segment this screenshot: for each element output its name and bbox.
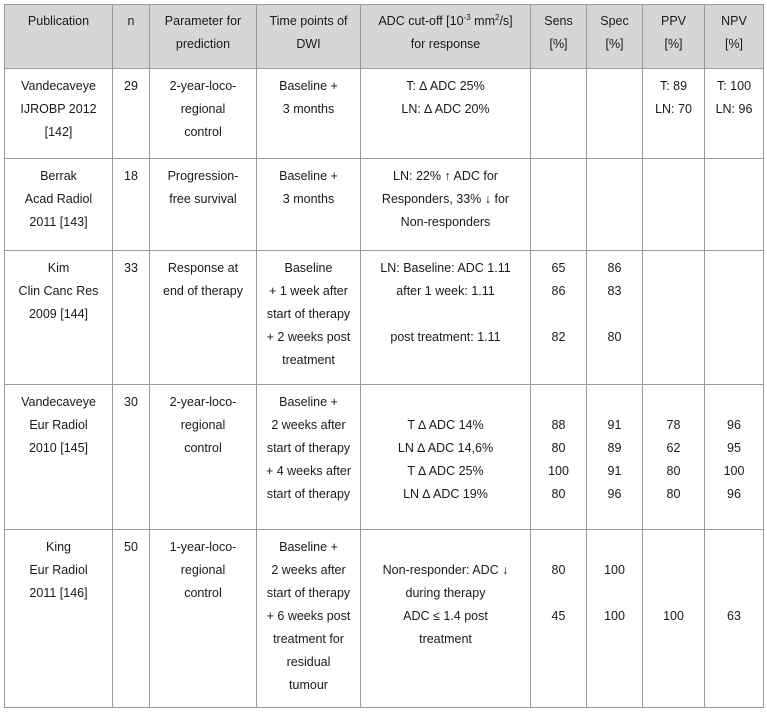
cell-line: start of therapy (266, 441, 351, 455)
cell-line: start of therapy (266, 586, 351, 600)
cell-line (587, 582, 642, 605)
cell-line: IJROBP 2012 (20, 102, 97, 116)
cell-ppv (643, 530, 705, 708)
cell-line: after 1 week: 1.11 (396, 284, 495, 298)
cell-line: LN: ∆ ADC 20% (401, 102, 490, 116)
cell-line: LN: 22% ↑ ADC for (393, 169, 498, 183)
cell-line: Clin Canc Res (18, 284, 99, 298)
cell-parameter (150, 251, 257, 385)
header-sens (531, 5, 587, 69)
cell-line: Progression- (167, 169, 239, 183)
cell-sens (531, 69, 587, 159)
cell-line: 62 (666, 441, 681, 455)
cell-line: Baseline + (279, 540, 338, 554)
cell-line (531, 536, 586, 559)
cell-line: Acad Radiol (24, 192, 93, 206)
cell-npv (705, 530, 764, 708)
cell-line: 78 (666, 418, 681, 432)
cell-line: [%] (724, 37, 744, 51)
cell-line: Eur Radiol (29, 563, 88, 577)
cell-sens (531, 159, 587, 251)
cell-line: T: 100 (716, 79, 752, 93)
header-publication (5, 5, 113, 69)
dwi-studies-table (4, 4, 764, 708)
cell-line (361, 303, 530, 326)
cell-line (361, 391, 530, 414)
cell-timepoints (257, 159, 361, 251)
cell-line: 86 (607, 261, 622, 275)
cell-line: 100 (723, 464, 745, 478)
cell-n (113, 251, 150, 385)
cell-line: end of therapy (163, 284, 243, 298)
cell-line: 100 (548, 464, 569, 478)
cell-line: 80 (666, 487, 681, 501)
cell-line: Non-responder: ADC ↓ (382, 563, 509, 577)
cell-line: 33 (124, 261, 138, 275)
cell-npv (705, 251, 764, 385)
cell-sens (531, 530, 587, 708)
cell-n (113, 385, 150, 530)
cell-line: King (45, 540, 72, 554)
cell-line: T: 89 (659, 79, 688, 93)
cell-publication (5, 385, 113, 530)
cell-line (361, 536, 530, 559)
cell-line: 80 (607, 330, 622, 344)
cell-line: ADC ≤ 1.4 post (403, 609, 488, 623)
cell-line: NPV (721, 14, 747, 28)
cell-line: Baseline + (279, 169, 338, 183)
header-npv (705, 5, 764, 69)
cell-line: LN: Baseline: ADC 1.11 (380, 261, 511, 275)
table-row (5, 385, 764, 530)
cell-publication (5, 530, 113, 708)
header-ppv (643, 5, 705, 69)
cell-line: 100 (663, 609, 684, 623)
cell-line: tumour (289, 678, 328, 692)
cell-line: 65 (551, 261, 566, 275)
cell-line: Eur Radiol (29, 418, 88, 432)
cell-line: 89 (607, 441, 622, 455)
header-timepoints (257, 5, 361, 69)
cell-line: 3 months (282, 192, 335, 206)
cell-spec (587, 251, 643, 385)
cell-line: Kim (47, 261, 70, 275)
cell-line (643, 391, 704, 414)
cell-line: 96 (607, 487, 622, 501)
cell-line: DWI (296, 37, 321, 51)
cell-line: start of therapy (266, 487, 351, 501)
cell-line: 86 (551, 284, 566, 298)
cell-line (643, 582, 704, 605)
cell-adc (361, 385, 531, 530)
cell-line: 95 (727, 441, 741, 455)
cell-npv (705, 69, 764, 159)
cell-spec (587, 530, 643, 708)
cell-line: 2-year-loco- (169, 395, 237, 409)
cell-line: treatment (419, 632, 472, 646)
cell-line: control (184, 586, 222, 600)
cell-parameter (150, 159, 257, 251)
cell-line: 2 weeks after (271, 563, 346, 577)
header-adc: ADC cut-off [$10^{-3}$ $mm^2/s$] for response (361, 5, 531, 69)
cell-line: 29 (124, 79, 138, 93)
cell-ppv (643, 251, 705, 385)
cell-ppv (643, 159, 705, 251)
cell-line: 80 (666, 464, 681, 478)
cell-line: Response at (167, 261, 239, 275)
cell-parameter (150, 385, 257, 530)
cell-line: 96 (727, 487, 741, 501)
cell-line: start of therapy (266, 307, 351, 321)
cell-line: [%] (605, 37, 624, 51)
cell-line: 63 (727, 609, 741, 623)
cell-parameter (150, 530, 257, 708)
cell-line: LN ∆ ADC 19% (403, 487, 488, 501)
cell-line: during therapy (405, 586, 486, 600)
cell-line: Responders, 33% ↓ for (381, 192, 510, 206)
cell-line (531, 582, 586, 605)
cell-line: + 4 weeks after (265, 464, 352, 478)
cell-spec (587, 69, 643, 159)
cell-line: 2-year-loco- (169, 79, 237, 93)
cell-line: 80 (551, 487, 566, 501)
header-n (113, 5, 150, 69)
cell-timepoints (257, 385, 361, 530)
cell-line: 2009 [144] (28, 307, 89, 321)
cell-line (643, 559, 704, 582)
cell-line (705, 536, 763, 559)
header-spec (587, 5, 643, 69)
cell-line: Parameter for (164, 14, 242, 28)
cell-line: 2010 [145] (28, 441, 89, 455)
cell-line: 2011 [143] (29, 215, 88, 229)
cell-line: 3 months (282, 102, 335, 116)
cell-line: 100 (604, 609, 625, 623)
cell-line: [%] (549, 37, 568, 51)
cell-line (587, 303, 642, 326)
cell-line: residual (286, 655, 331, 669)
cell-line: 83 (607, 284, 622, 298)
cell-line: T ∆ ADC 25% (407, 464, 484, 478)
cell-line: Spec (600, 14, 629, 28)
cell-timepoints (257, 530, 361, 708)
cell-line: treatment for (273, 632, 344, 646)
cell-spec (587, 159, 643, 251)
cell-publication (5, 159, 113, 251)
cell-line: LN: 70 (655, 102, 692, 116)
cell-adc (361, 530, 531, 708)
cell-line: PPV (660, 14, 686, 28)
cell-line: T ∆ ADC 14% (407, 418, 484, 432)
cell-line (705, 391, 763, 414)
cell-line: 1-year-loco- (169, 540, 237, 554)
header-row (5, 5, 764, 69)
cell-sens (531, 251, 587, 385)
cell-parameter (150, 69, 257, 159)
cell-line: 100 (604, 563, 625, 577)
cell-line: 96 (727, 418, 741, 432)
cell-publication (5, 69, 113, 159)
cell-line: T: ∆ ADC 25% (406, 79, 485, 93)
cell-line: 50 (124, 540, 138, 554)
cell-line: control (184, 441, 222, 455)
cell-sens (531, 385, 587, 530)
cell-line: Time points of (269, 14, 348, 28)
cell-line: Non-responders (400, 215, 491, 229)
cell-line: control (184, 125, 222, 139)
cell-line: 2 weeks after (271, 418, 346, 432)
cell-n (113, 159, 150, 251)
cell-line: regional (180, 102, 226, 116)
table-row (5, 159, 764, 251)
cell-n (113, 69, 150, 159)
cell-line: [%] (664, 37, 683, 51)
cell-line (705, 582, 763, 605)
cell-line: Baseline (284, 261, 333, 275)
cell-line: n (127, 14, 135, 28)
cell-line (705, 559, 763, 582)
header-parameter (150, 5, 257, 69)
cell-n (113, 530, 150, 708)
cell-ppv (643, 69, 705, 159)
cell-line: prediction (175, 37, 231, 51)
cell-line: regional (180, 418, 226, 432)
cell-line: 88 (551, 418, 566, 432)
table-row (5, 69, 764, 159)
cell-line (643, 536, 704, 559)
cell-line (531, 391, 586, 414)
cell-line: Vandecaveye (21, 79, 96, 93)
cell-adc (361, 69, 531, 159)
cell-line: + 2 weeks post (266, 330, 351, 344)
cell-line: 91 (607, 418, 622, 432)
cell-line: Sens (544, 14, 573, 28)
cell-line: 18 (124, 169, 138, 183)
cell-adc (361, 159, 531, 251)
cell-line: 45 (551, 609, 566, 623)
cell-line: LN ∆ ADC 14,6% (397, 441, 494, 455)
cell-line: 2011 [146] (29, 586, 88, 600)
cell-line: free survival (169, 192, 237, 206)
cell-line: + 1 week after (269, 284, 348, 298)
cell-timepoints (257, 251, 361, 385)
cell-adc (361, 251, 531, 385)
cell-line: LN: 96 (715, 102, 753, 116)
cell-line: Vandecaveye (21, 395, 96, 409)
table-row (5, 530, 764, 708)
cell-line: 91 (607, 464, 622, 478)
cell-ppv (643, 385, 705, 530)
cell-npv (705, 385, 764, 530)
cell-line: regional (180, 563, 226, 577)
cell-publication (5, 251, 113, 385)
table-row (5, 251, 764, 385)
cell-line: 80 (551, 563, 566, 577)
cell-line: Baseline + (279, 79, 338, 93)
cell-timepoints (257, 69, 361, 159)
cell-line: post treatment: 1.11 (390, 330, 501, 344)
cell-line: Publication (27, 14, 90, 28)
cell-line (587, 536, 642, 559)
cell-line: Berrak (40, 169, 77, 183)
cell-line: Baseline + (279, 395, 338, 409)
cell-line: 80 (551, 441, 566, 455)
cell-npv (705, 159, 764, 251)
cell-line: 82 (551, 330, 566, 344)
cell-line: [142] (44, 125, 73, 139)
cell-line: treatment (282, 353, 335, 367)
cell-line: + 6 weeks post (266, 609, 351, 623)
cell-line (587, 391, 642, 414)
cell-spec (587, 385, 643, 530)
cell-line (531, 303, 586, 326)
cell-line: 30 (124, 395, 138, 409)
